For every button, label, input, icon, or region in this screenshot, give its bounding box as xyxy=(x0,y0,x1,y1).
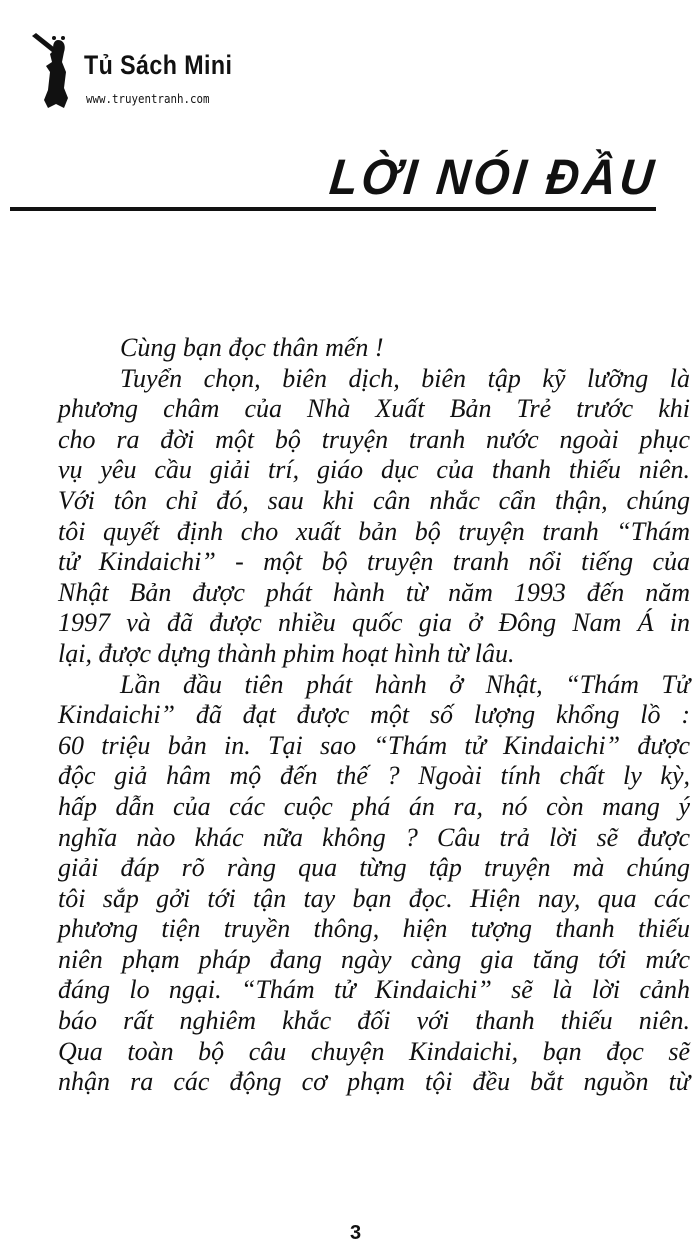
body-line: 1997 và đã được nhiều quốc gia ở Đông Nam Á in xyxy=(58,608,690,638)
heading-divider xyxy=(10,207,656,211)
body-line: đáng lo ngại. “Thám tử Kindaichi” sẽ là lời cảnh xyxy=(58,975,690,1005)
logo-title: Tủ Sách Mini xyxy=(84,50,233,80)
body-line: độc giả hâm mộ đến thế ? Ngoài tính chất ly kỳ, xyxy=(58,761,690,791)
body-line: Nhật Bản được phát hành từ năm 1993 đến năm xyxy=(58,577,690,607)
body-line: vụ yêu cầu giải trí, giáo dục của thanh thiếu niên. xyxy=(58,455,690,485)
body-line: tôi sắp gởi tới tận tay bạn đọc. Hiện nay, qua các xyxy=(58,883,690,913)
body-line: phương tiện truyền thông, hiện tượng thanh thiếu xyxy=(58,914,690,944)
body-line: tôi quyết định cho xuất bản bộ truyện tranh “Thám xyxy=(58,516,690,546)
body-line: báo rất nghiêm khắc đối với thanh thiếu niên. xyxy=(58,1006,690,1036)
body-line: nghĩa nào khác nữa không ? Câu trả lời sẽ được xyxy=(58,822,690,852)
body-line: Tuyển chọn, biên dịch, biên tập kỹ lưỡng là xyxy=(120,363,690,393)
body-line: giải đáp rõ ràng qua từng tập truyện mà chúng xyxy=(58,853,690,883)
preface-body xyxy=(58,333,690,1098)
body-line: 60 triệu bản in. Tại sao “Thám tử Kindaichi” được xyxy=(58,730,690,760)
body-line: Lần đầu tiên phát hành ở Nhật, “Thám Tử xyxy=(120,669,690,699)
body-line: niên phạm pháp đang ngày càng gia tăng tới mức xyxy=(58,944,690,974)
body-line: nhận ra các động cơ phạm tội đều bắt nguồn từ xyxy=(58,1067,690,1097)
body-line: Qua toàn bộ câu chuyện Kindaichi, bạn đọc sẽ xyxy=(58,1036,690,1066)
logo-silhouette-icon xyxy=(30,32,90,112)
logo-url: www.truyentranh.com xyxy=(86,92,210,106)
body-line: Cùng bạn đọc thân mến ! xyxy=(120,333,384,362)
body-line: cho ra đời một bộ truyện tranh nước ngoài phục xyxy=(58,424,690,454)
body-line: lại, được dựng thành phim hoạt hình từ lâu. xyxy=(58,638,515,668)
page-heading: LỜI NÓI ĐẦU xyxy=(327,149,660,205)
body-line: Với tôn chỉ đó, sau khi cân nhắc cẩn thận, chúng xyxy=(58,485,690,515)
page-number: 3 xyxy=(350,1222,362,1244)
body-line: tử Kindaichi” - một bộ truyện tranh nổi tiếng của xyxy=(58,547,690,577)
body-line: hấp dẫn của các cuộc phá án ra, nó còn mang ý xyxy=(58,791,690,821)
body-line: Kindaichi” đã đạt được một số lượng khổng lồ : xyxy=(58,700,690,730)
body-line: phương châm của Nhà Xuất Bản Trẻ trước khi xyxy=(58,394,690,424)
